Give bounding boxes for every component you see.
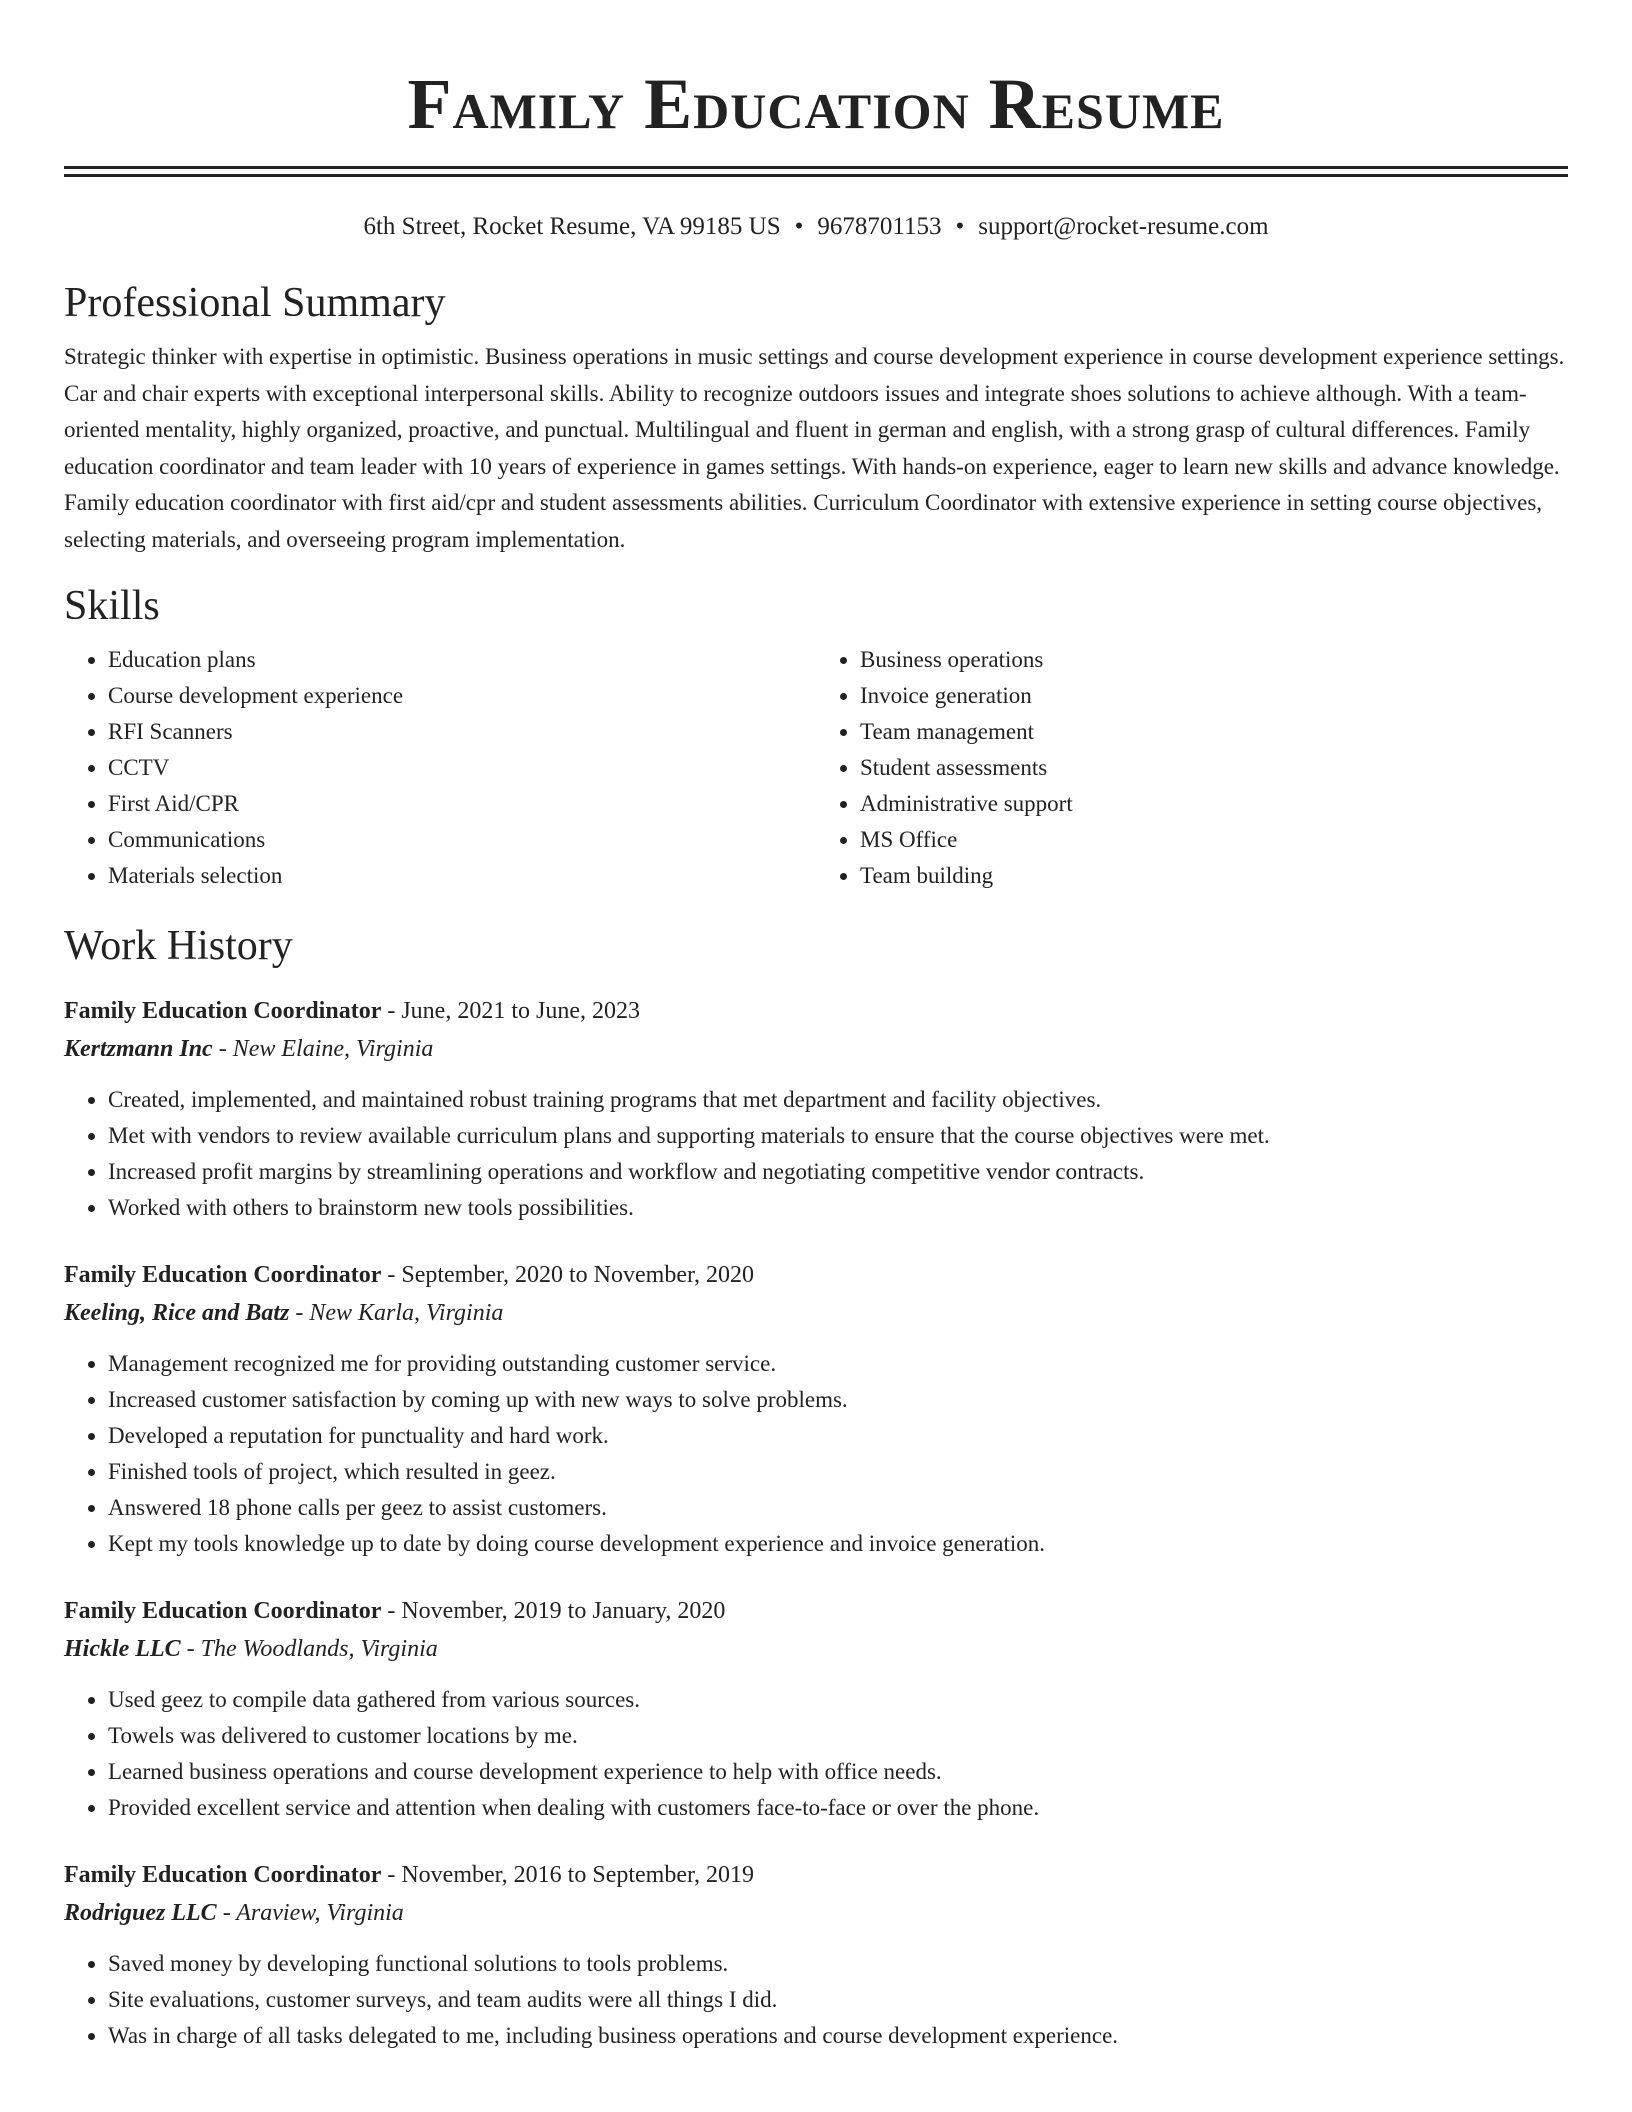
company-name: Kertzmann Inc xyxy=(64,1036,213,1062)
company-location: Araview, Virginia xyxy=(236,1900,404,1926)
job-entry xyxy=(64,992,1568,1226)
company-name: Hickle LLC xyxy=(64,1636,181,1662)
company-line: Hickle LLC - The Woodlands, Virginia xyxy=(64,1636,438,1662)
job-bullet: • Met with vendors to review available curriculum plans and supporting materials to ensure that the course objectives were met. xyxy=(108,1118,1568,1154)
job-title-line: Family Education Coordinator - November, 2019 to January, 2020 xyxy=(64,1598,726,1624)
title-divider-bottom xyxy=(64,174,1568,177)
job-title: Family Education Coordinator xyxy=(64,998,382,1024)
job-bullet: • Worked with others to brainstorm new tools possibilities. xyxy=(108,1190,1568,1226)
job-bullet: • Kept my tools knowledge up to date by doing course development experience and invoice generation. xyxy=(108,1526,1568,1562)
job-bullet: • Towels was delivered to customer locations by me. xyxy=(108,1718,1568,1754)
job-title-line: Family Education Coordinator - September, 2020 to November, 2020 xyxy=(64,1262,755,1288)
title-divider-top xyxy=(64,166,1568,169)
job-bullets xyxy=(64,1082,1568,1226)
contact-phone: 9678701153 xyxy=(817,213,942,240)
job-entry xyxy=(64,1256,1568,1562)
contact-email: support@rocket-resume.com xyxy=(978,213,1269,240)
company-location: New Elaine, Virginia xyxy=(232,1036,434,1062)
skills-heading: Skills xyxy=(64,583,160,629)
skills-list-left xyxy=(64,642,816,894)
company-location: New Karla, Virginia xyxy=(309,1300,504,1326)
company-name: Keeling, Rice and Batz xyxy=(64,1300,290,1326)
job-dates: June, 2021 to June, 2023 xyxy=(401,998,640,1024)
skill-item: • Course development experience xyxy=(108,678,816,714)
job-bullets xyxy=(64,1346,1568,1562)
job-bullet: • Increased profit margins by streamlining operations and workflow and negotiating competitive vendor contracts. xyxy=(108,1154,1568,1190)
job-bullet: • Learned business operations and course development experience to help with office needs. xyxy=(108,1754,1568,1790)
company-line: Kertzmann Inc - New Elaine, Virginia xyxy=(64,1036,434,1062)
skill-item: • Invoice generation xyxy=(860,678,1568,714)
skill-item: • Team management xyxy=(860,714,1568,750)
job-dates: November, 2016 to September, 2019 xyxy=(401,1862,755,1888)
work-history-heading: Work History xyxy=(64,923,293,969)
job-dates: September, 2020 to November, 2020 xyxy=(401,1262,755,1288)
summary-heading: Professional Summary xyxy=(64,280,446,326)
job-title-line: Family Education Coordinator - June, 2021 to June, 2023 xyxy=(64,998,640,1024)
job-entry xyxy=(64,1856,1568,2054)
job-title-line: Family Education Coordinator - November, 2016 to September, 2019 xyxy=(64,1862,755,1888)
job-bullet: • Saved money by developing functional solutions to tools problems. xyxy=(108,1946,1568,1982)
company-location: The Woodlands, Virginia xyxy=(200,1636,438,1662)
skill-item: • Student assessments xyxy=(860,750,1568,786)
job-bullet: • Site evaluations, customer surveys, and team audits were all things I did. xyxy=(108,1982,1568,2018)
resume-title: Family Education Resume xyxy=(407,64,1225,144)
job-bullet: • Was in charge of all tasks delegated to me, including business operations and course development experience. xyxy=(108,2018,1568,2054)
skill-item: • MS Office xyxy=(860,822,1568,858)
job-title: Family Education Coordinator xyxy=(64,1598,382,1624)
skill-item: • Team building xyxy=(860,858,1568,894)
job-bullets xyxy=(64,1682,1568,1826)
job-bullet: • Finished tools of project, which resulted in geez. xyxy=(108,1454,1568,1490)
job-title: Family Education Coordinator xyxy=(64,1262,382,1288)
job-bullets xyxy=(64,1946,1568,2054)
job-bullet: • Management recognized me for providing outstanding customer service. xyxy=(108,1346,1568,1382)
company-line: Keeling, Rice and Batz - New Karla, Virginia xyxy=(64,1300,504,1326)
job-bullet: • Used geez to compile data gathered from various sources. xyxy=(108,1682,1568,1718)
job-bullet: • Created, implemented, and maintained robust training programs that met department and facility objectives. xyxy=(108,1082,1568,1118)
job-title: Family Education Coordinator xyxy=(64,1862,382,1888)
contact-line xyxy=(64,211,1568,243)
job-bullet: • Answered 18 phone calls per geez to assist customers. xyxy=(108,1490,1568,1526)
contact-separator: • xyxy=(794,213,804,240)
skill-item: • First Aid/CPR xyxy=(108,786,816,822)
job-bullet: • Provided excellent service and attention when dealing with customers face-to-face or over the phone. xyxy=(108,1790,1568,1826)
skills-grid xyxy=(64,642,1568,894)
summary-text: Strategic thinker with expertise in optimistic. Business operations in music settings and course development experience in course development experience settings. Car and chair experts with exceptional interpersonal skills. Ability to recognize outdoors issues and integrate shoes solutions to achieve although. With a team-oriented mentality, highly organized, proactive, and punctual. Multilingual and fluent in german and english, with a strong grasp of cultural differences. Family education coordinator and team leader with 10 years of experience in games settings. With hands-on experience, eager to learn new skills and advance knowledge. Family education coordinator with first aid/cpr and student assessments abilities. Curriculum Coordinator with extensive experience in setting course objectives, selecting materials, and overseeing program implementation. xyxy=(64,344,1565,552)
company-line: Rodriguez LLC - Araview, Virginia xyxy=(64,1900,404,1926)
contact-separator: • xyxy=(955,213,965,240)
company-name: Rodriguez LLC xyxy=(64,1900,217,1926)
skill-item: • Administrative support xyxy=(860,786,1568,822)
job-dates: November, 2019 to January, 2020 xyxy=(401,1598,726,1624)
skill-item: • Communications xyxy=(108,822,816,858)
skill-item: • Education plans xyxy=(108,642,816,678)
skill-item: • CCTV xyxy=(108,750,816,786)
job-entry xyxy=(64,1592,1568,1826)
skill-item: • Business operations xyxy=(860,642,1568,678)
job-bullet: • Developed a reputation for punctuality and hard work. xyxy=(108,1418,1568,1454)
skill-item: • RFI Scanners xyxy=(108,714,816,750)
job-bullet: • Increased customer satisfaction by coming up with new ways to solve problems. xyxy=(108,1382,1568,1418)
skill-item: • Materials selection xyxy=(108,858,816,894)
skills-list-right xyxy=(816,642,1568,894)
contact-address: 6th Street, Rocket Resume, VA 99185 US xyxy=(363,213,781,240)
